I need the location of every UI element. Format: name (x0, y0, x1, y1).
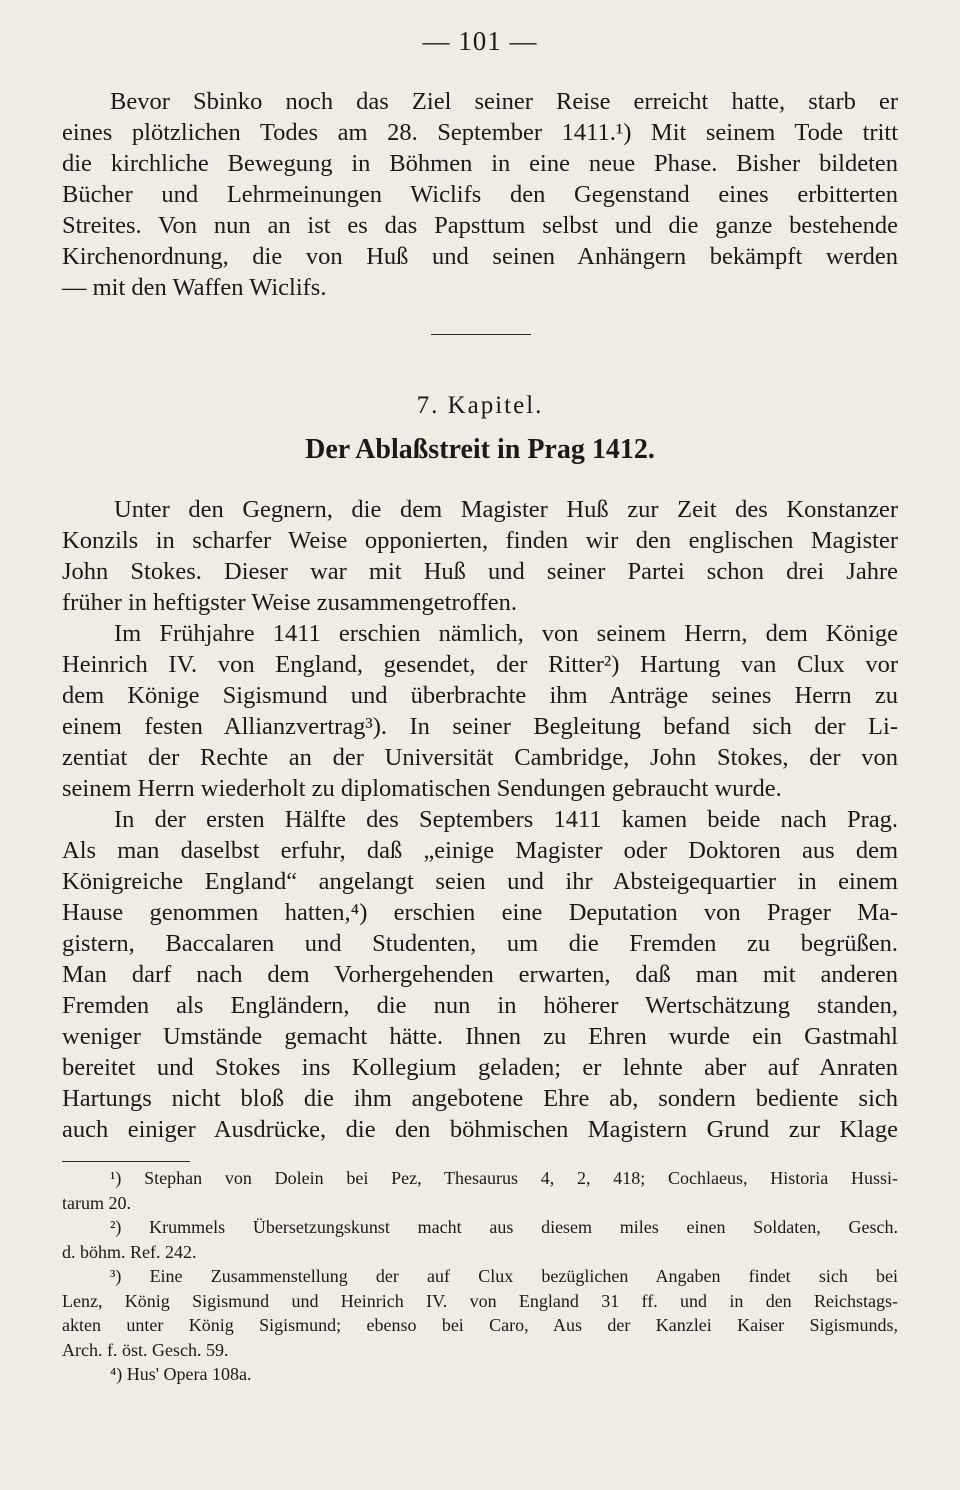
paragraph-3 (62, 618, 898, 804)
text-line: gistern, Baccalaren und Studenten, um die Fremden zu begrüßen. (62, 930, 898, 957)
text-line: bereitet und Stokes ins Kollegium geladen; er lehnte aber auf Anraten (62, 1054, 898, 1081)
text-line: auch einiger Ausdrücke, die den böhmischen Magistern Grund zur Klage (62, 1116, 898, 1143)
footnote-3-line: ³) Eine Zusammenstellung der auf Clux bezüglichen Angaben findet sich bei (110, 1266, 898, 1286)
footnote-3-line: Arch. f. öst. Gesch. 59. (62, 1339, 229, 1360)
paragraph-2 (62, 494, 898, 618)
text-line: Bücher und Lehrmeinungen Wiclifs den Gegenstand eines erbitterten (62, 181, 898, 208)
footnote-2-line: d. böhm. Ref. 242. (62, 1241, 197, 1262)
text-line: weniger Umstände gemacht hätte. Ihnen zu Ehren wurde ein Gastmahl (62, 1023, 898, 1050)
text-line: Heinrich IV. von England, gesendet, der Ritter²) Hartung van Clux vor (62, 651, 898, 678)
text-line: Hartungs nicht bloß die ihm angebotene Ehre ab, sondern bediente sich (62, 1085, 898, 1112)
text-line: Königreiche England“ angelangt seien und ihr Absteigequartier in einem (62, 868, 898, 895)
text-line: Streites. Von nun an ist es das Papsttum selbst und die ganze bestehende (62, 212, 898, 239)
text-line: einem festen Allianzvertrag³). In seiner Begleitung befand sich der Li- (62, 713, 898, 740)
paragraph-4 (62, 804, 898, 1145)
footnotes (62, 1166, 898, 1387)
text-line: Man darf nach dem Vorhergehenden erwarten, daß man mit anderen (62, 961, 898, 988)
text-line: früher in heftigster Weise zusammengetroffen. (62, 589, 517, 616)
text-line: dem Könige Sigismund und überbrachte ihm Anträge seines Herrn zu (62, 682, 898, 709)
text-line: Konzils in scharfer Weise opponierten, finden wir den englischen Magister (62, 527, 898, 554)
chapter-label: 7. Kapitel. (416, 392, 544, 419)
footnote-1-line: ¹) Stephan von Dolein bei Pez, Thesaurus 4, 2, 418; Cochlaeus, Historia Hussi- (110, 1168, 898, 1188)
text-line: Kirchenordnung, die von Huß und seinen Anhängern bekämpft werden (62, 243, 898, 270)
text-line: — mit den Waffen Wiclifs. (62, 274, 327, 301)
footnote-2-line: ²) Krummels Übersetzungskunst macht aus diesem miles einen Soldaten, Gesch. (110, 1217, 898, 1237)
section-divider (431, 334, 531, 335)
text-line: John Stokes. Dieser war mit Huß und seiner Partei schon drei Jahre (62, 558, 898, 585)
footnote-3-line: akten unter König Sigismund; ebenso bei Caro, Aus der Kanzlei Kaiser Sigismunds, (62, 1315, 898, 1335)
text-line: Fremden als Engländern, die nun in höherer Wertschätzung standen, (62, 992, 898, 1019)
text-line: Im Frühjahre 1411 erschien nämlich, von seinem Herrn, dem Könige (114, 620, 898, 647)
footnote-3-line: Lenz, König Sigismund und Heinrich IV. von England 31 ff. und in den Reichstags- (62, 1290, 898, 1311)
paragraph-1 (62, 86, 898, 303)
chapter-title: Der Ablaßstreit in Prag 1412. (305, 434, 655, 465)
page-number: — 101 — (422, 26, 538, 56)
text-line: In der ersten Hälfte des Septembers 1411 kamen beide nach Prag. (114, 806, 898, 833)
text-line: eines plötzlichen Todes am 28. September 1411.¹) Mit seinem Tode tritt (62, 119, 898, 146)
footnote-divider (62, 1161, 190, 1162)
text-line: seinem Herrn wiederholt zu diplomatischen Sendungen gebraucht wurde. (62, 775, 782, 802)
text-line: Als man daselbst erfuhr, daß „einige Magister oder Doktoren aus dem (62, 837, 898, 864)
text-line: zentiat der Rechte an der Universität Cambridge, John Stokes, der von (62, 744, 898, 771)
text-line: Bevor Sbinko noch das Ziel seiner Reise erreicht hatte, starb er (110, 88, 898, 115)
text-line: Hause genommen hatten,⁴) erschien eine Deputation von Prager Ma- (62, 899, 898, 926)
footnote-1-line: tarum 20. (62, 1192, 131, 1213)
footnote-4-line: ⁴) Hus' Opera 108a. (110, 1364, 252, 1384)
text-line: die kirchliche Bewegung in Böhmen in eine neue Phase. Bisher bildeten (62, 150, 898, 177)
text-line: Unter den Gegnern, die dem Magister Huß zur Zeit des Konstanzer (114, 496, 898, 523)
